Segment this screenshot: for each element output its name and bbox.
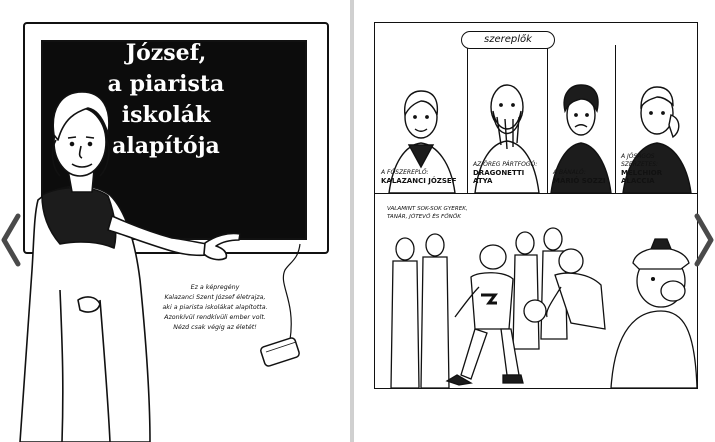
teacher-figure (20, 92, 240, 442)
caption-line: Ez a képregény (190, 284, 240, 291)
teacher-illustration (0, 0, 350, 442)
character-label (473, 161, 543, 185)
caption-text (140, 283, 290, 333)
title-line: alapítója (112, 133, 220, 159)
caption-line: Kalazanci Szent József életrajza, (164, 294, 266, 301)
character-panel (615, 45, 697, 193)
caption-line: Azonkívül rendkívüli ember volt. (164, 314, 266, 321)
character-label (553, 169, 611, 185)
character-role: A FŐSZEREPLŐ: (381, 169, 429, 176)
right-page (353, 0, 715, 442)
character-panel (375, 45, 468, 193)
speech-line: TANÁR, JÓTEVŐ ÉS FŐNÖK (387, 214, 461, 220)
character-name: MÁRIÓ SOZZI (553, 177, 606, 185)
character-role: A JÓSÁGOS SZERZETES: (621, 153, 659, 168)
chevron-right-icon (693, 210, 715, 270)
character-role: A BÁNALÓ: (553, 169, 586, 176)
panel-divider (375, 193, 697, 194)
character-name: KALAZANCI JÓZSEF (381, 177, 457, 185)
chevron-left-icon (0, 210, 22, 270)
comic-frame (374, 22, 698, 389)
character-panel (467, 45, 548, 193)
character-label (621, 153, 693, 185)
title-line: iskolák (121, 102, 211, 128)
left-page (0, 0, 351, 442)
speech-bubble (387, 205, 527, 221)
eraser (260, 337, 300, 367)
previous-page-button[interactable] (0, 210, 22, 270)
character-label (381, 169, 463, 185)
caption-line: Nézd csak végig az életét! (173, 324, 257, 331)
crowd-illustration (375, 199, 697, 388)
characters-banner: szereplők (461, 31, 555, 49)
title-line: a piarista (107, 71, 225, 97)
character-name: MELCHIOR ALACCIA (621, 169, 663, 185)
character-panel (547, 45, 616, 193)
speech-line: VALAMINT SOK-SOK GYEREK, (387, 206, 468, 212)
character-role: AZ ÖREG PÁRTFOGÓ: (473, 161, 538, 168)
title-line: József, (125, 40, 207, 66)
character-name: DRAGONETTI ATYA (473, 169, 525, 185)
next-page-button[interactable] (693, 210, 715, 270)
caption-line: aki a piarista iskolákat alapította. (162, 304, 268, 311)
